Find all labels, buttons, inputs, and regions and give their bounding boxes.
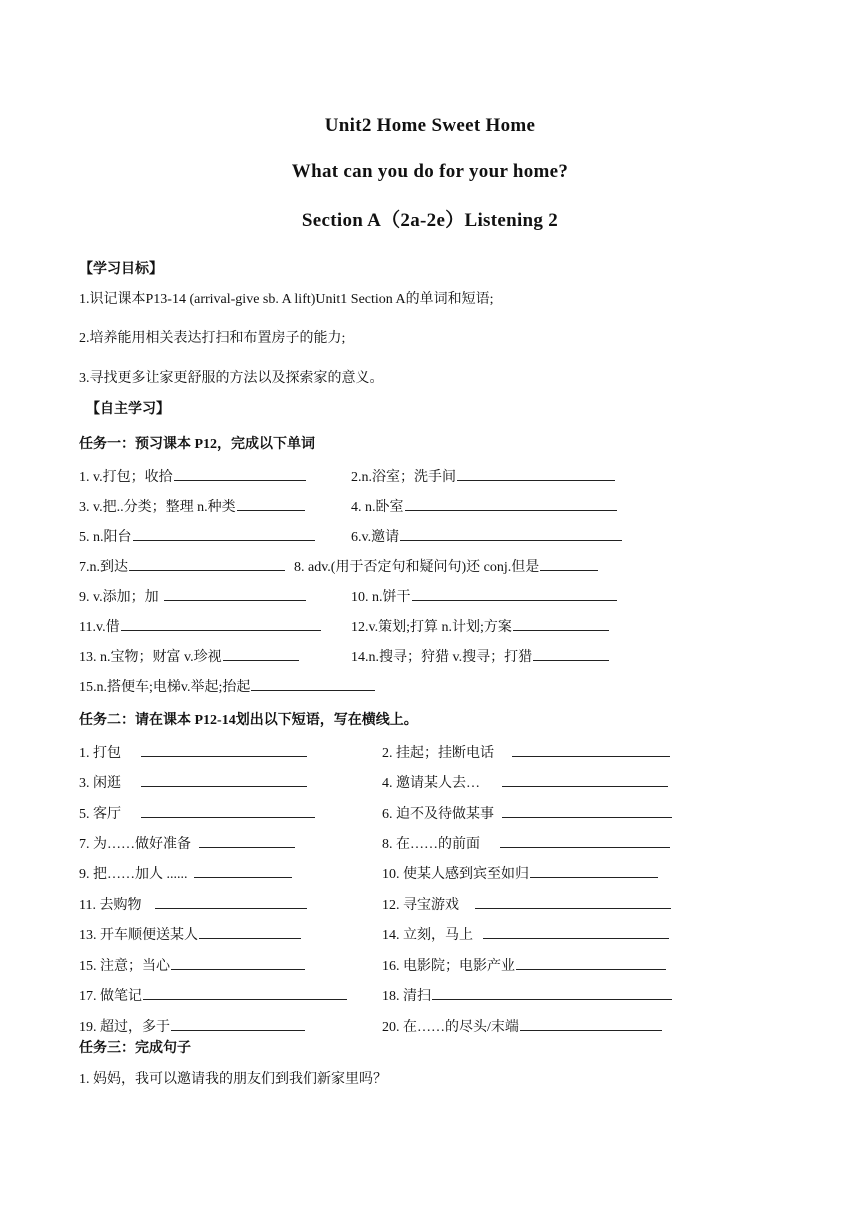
answer-blank[interactable] [502,804,672,818]
task2-item: 2. 挂起；挂断电话 [382,743,670,763]
task1-item: 1. v.打包；收拾 [79,467,306,487]
answer-blank[interactable] [164,587,306,601]
task1-item: 14.n.搜寻；狩猎 v.搜寻；打猎 [351,647,609,667]
answer-blank[interactable] [540,557,598,571]
task3-item: 1. 妈妈，我可以邀请我的朋友们到我们新家里吗？ [79,1072,387,1087]
task2-heading: 任务二：请在课本 P12-14划出以下短语，写在横线上。 [79,713,418,728]
task2-item: 1. 打包 [79,743,307,763]
task2-item: 4. 邀请某人去… [382,773,668,793]
objectives-heading: 【学习目标】 [79,262,163,277]
task2-item: 15. 注意；当心 [79,956,305,976]
answer-blank[interactable] [530,864,658,878]
answer-blank[interactable] [141,773,307,787]
answer-blank[interactable] [475,895,671,909]
answer-blank[interactable] [141,804,315,818]
task1-item: 13. n.宝物；财富 v.珍视 [79,647,299,667]
task2-item: 7. 为……做好准备 [79,834,295,854]
answer-blank[interactable] [405,497,617,511]
answer-blank[interactable] [251,677,375,691]
answer-blank[interactable] [174,467,306,481]
task1-item: 11.v.借 [79,617,321,637]
task1-item: 15.n.搭便车;电梯v.举起;抬起 [79,677,375,697]
answer-blank[interactable] [502,773,668,787]
task1-item: 2.n.浴室；洗手间 [351,467,615,487]
answer-blank[interactable] [199,925,301,939]
answer-blank[interactable] [516,956,666,970]
task2-item: 11. 去购物 [79,895,307,915]
task2-item: 14. 立刻，马上 [382,925,669,945]
answer-blank[interactable] [500,834,670,848]
task1-item: 6.v.邀请 [351,527,622,547]
answer-blank[interactable] [520,1017,662,1031]
answer-blank[interactable] [133,527,315,541]
answer-blank[interactable] [412,587,617,601]
answer-blank[interactable] [171,956,305,970]
answer-blank[interactable] [512,743,670,757]
answer-blank[interactable] [143,986,347,1000]
task1-item: 5. n.阳台 [79,527,315,547]
task1-item: 10. n.饼干 [351,587,617,607]
unit-title: Unit2 Home Sweet Home [324,115,536,136]
section-title: Section A（2a-2e）Listening 2 [301,210,559,231]
task2-item: 20. 在……的尽头/末端 [382,1017,662,1037]
task2-item: 10. 使某人感到宾至如归 [382,864,658,884]
task2-item: 5. 客厅 [79,804,315,824]
task1-item: 3. v.把..分类；整理 n.种类 [79,497,305,517]
objective-item: 1.识记课本P13-14 (arrival-give sb. A lift)Unit1 Section A的单词和短语; [79,292,494,307]
task2-item: 3. 闲逛 [79,773,307,793]
task2-item: 13. 开车顺便送某人 [79,925,301,945]
task1-item: 12.v.策划;打算 n.计划;方案 [351,617,609,637]
task1-item: 9. v.添加；加 [79,587,306,607]
task1-item: 8. adv.(用于否定句和疑问句)还 conj.但是 [294,557,598,577]
task2-item: 9. 把……加人 ...... [79,864,292,884]
answer-blank[interactable] [194,864,292,878]
task2-item: 18. 清扫 [382,986,672,1006]
self-study-heading: 【自主学习】 [86,402,170,417]
task2-item: 12. 寻宝游戏 [382,895,671,915]
answer-blank[interactable] [237,497,305,511]
answer-blank[interactable] [141,743,307,757]
answer-blank[interactable] [533,647,609,661]
task1-item: 7.n.到达 [79,557,285,577]
answer-blank[interactable] [400,527,622,541]
answer-blank[interactable] [457,467,615,481]
task2-item: 19. 超过，多于 [79,1017,305,1037]
objective-item: 2.培养能用相关表达打扫和布置房子的能力; [79,331,346,346]
task2-item: 8. 在……的前面 [382,834,670,854]
task3-heading: 任务三：完成句子 [79,1041,191,1056]
task2-item: 16. 电影院；电影产业 [382,956,666,976]
task1-item: 4. n.卧室 [351,497,617,517]
answer-blank[interactable] [199,834,295,848]
answer-blank[interactable] [513,617,609,631]
answer-blank[interactable] [432,986,672,1000]
task1-heading: 任务一：预习课本 P12，完成以下单词 [79,437,316,452]
answer-blank[interactable] [155,895,307,909]
lesson-question-title: What can you do for your home? [291,161,569,182]
objective-item: 3.寻找更多让家更舒服的方法以及探索家的意义。 [79,371,384,386]
answer-blank[interactable] [171,1017,305,1031]
task2-item: 17. 做笔记 [79,986,347,1006]
task2-item: 6. 迫不及待做某事 [382,804,672,824]
answer-blank[interactable] [223,647,299,661]
answer-blank[interactable] [121,617,321,631]
answer-blank[interactable] [129,557,285,571]
answer-blank[interactable] [483,925,669,939]
